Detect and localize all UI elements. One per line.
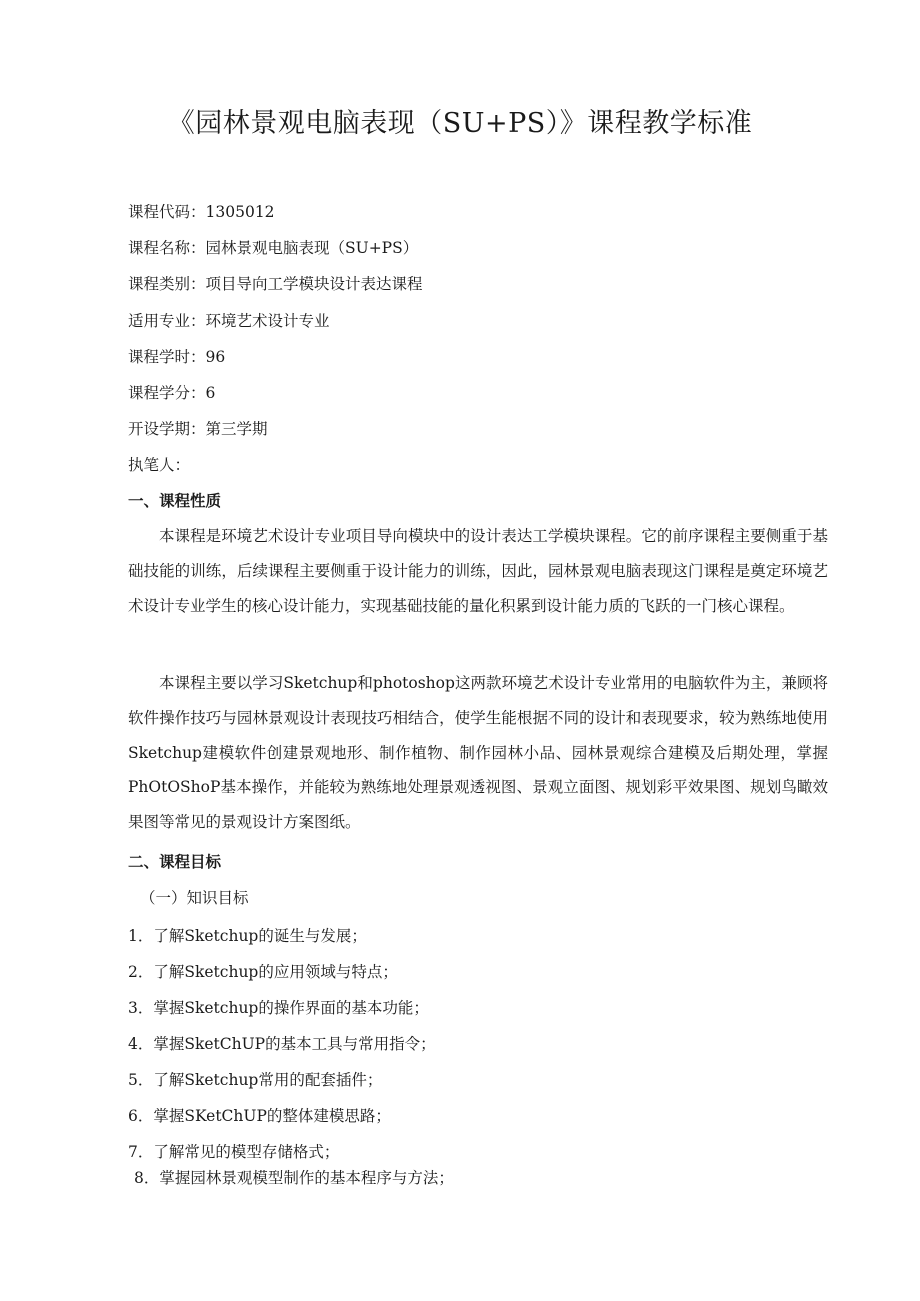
meta-label: 适用专业： <box>128 312 206 330</box>
list-item: 8．掌握园林景观模型制作的基本程序与方法； <box>134 1169 454 1187</box>
list-item: 7．了解常见的模型存储格式； <box>128 1143 340 1161</box>
meta-label: 课程代码： <box>128 203 206 221</box>
meta-course-name <box>128 237 418 259</box>
meta-label: 开设学期： <box>128 420 206 438</box>
meta-value: 第三学期 <box>205 420 268 438</box>
meta-label: 执笔人： <box>128 456 191 474</box>
section-heading-objectives: 二、课程目标 <box>128 853 222 871</box>
meta-course-category <box>128 273 423 295</box>
section-heading-nature: 一、课程性质 <box>128 492 222 510</box>
meta-value: 96 <box>205 348 226 366</box>
meta-author <box>128 454 190 476</box>
meta-value: 6 <box>205 384 216 402</box>
paragraph-course-nature: 本课程是环境艺术设计专业项目导向模块中的设计表达工学模块课程。它的前序课程主要侧重于基础技能的训练，后续课程主要侧重于设计能力的训练，因此，园林景观电脑表现这门课程是奠定环境艺术设计专业学生的核心设计能力，实现基础技能的量化积累到设计能力质的飞跃的一门核心课程。 <box>128 527 828 615</box>
subheading-knowledge-objectives: （一）知识目标 <box>140 889 249 907</box>
list-item: 5．了解Sketchup常用的配套插件； <box>128 1071 383 1089</box>
meta-value: 环境艺术设计专业 <box>205 312 330 330</box>
meta-label: 课程学分： <box>128 384 206 402</box>
meta-value: 园林景观电脑表现（SU+PS） <box>205 239 419 257</box>
list-item: 1．了解Sketchup的诞生与发展； <box>128 927 367 945</box>
list-item: 6．掌握SKetChUP的整体建模思路； <box>128 1107 391 1125</box>
document-title: 《园林景观电脑表现（SU+PS）》课程教学标准 <box>167 108 753 139</box>
paragraph-course-content: 本课程主要以学习Sketchup和photoshop这两款环境艺术设计专业常用的电脑软件为主，兼顾将软件操作技巧与园林景观设计表现技巧相结合，使学生能根据不同的设计和表现要求，较为熟练地使用Sketchup建模软件创建景观地形、制作植物、制作园林小品、园林景观综合建模及后期处理，掌握PhOtOShoP基本操作，并能较为熟练地处理景观透视图、景观立面图、规划彩平效果图、规划鸟瞰效果图等常见的景观设计方案图纸。 <box>128 674 828 832</box>
meta-label: 课程学时： <box>128 348 206 366</box>
list-item: 3．掌握Sketchup的操作界面的基本功能； <box>128 999 429 1017</box>
list-item: 4．掌握SketChUP的基本工具与常用指令； <box>128 1035 436 1053</box>
meta-value: 项目导向工学模块设计表达课程 <box>205 275 423 293</box>
meta-label: 课程类别： <box>128 275 206 293</box>
meta-label: 课程名称： <box>128 239 206 257</box>
meta-value: 1305012 <box>205 203 275 221</box>
meta-credits <box>128 382 215 404</box>
meta-hours <box>128 346 225 368</box>
meta-course-code <box>128 201 275 223</box>
list-item: 2．了解Sketchup的应用领域与特点； <box>128 963 398 981</box>
meta-major <box>128 310 330 332</box>
meta-semester <box>128 418 268 440</box>
